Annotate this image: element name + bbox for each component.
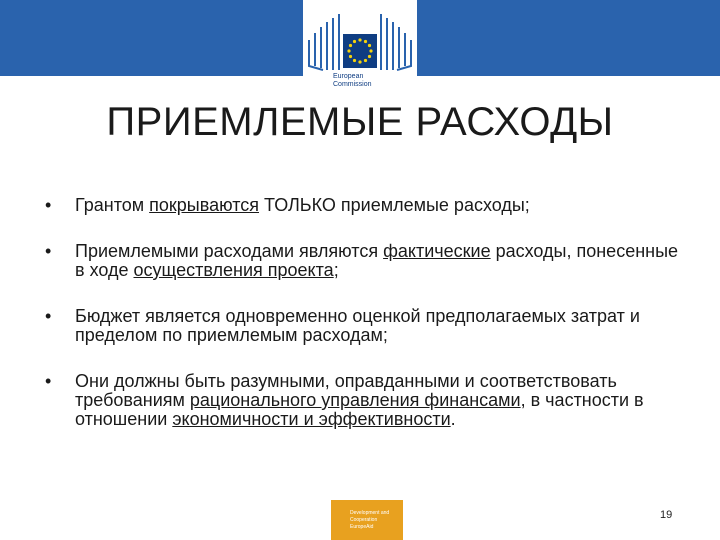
bullet-item bbox=[45, 307, 685, 345]
bullet-text-segment: Они должны быть разумными, оправданными и соответствовать требованиям bbox=[75, 371, 617, 410]
bullet-text-segment: . bbox=[450, 409, 456, 429]
bullet-text-segment: Приемлемыми расходами являются bbox=[75, 241, 384, 261]
eu-star-icon bbox=[349, 44, 352, 47]
bullet-text-segment: фактические bbox=[383, 241, 491, 261]
page-number: 19 bbox=[660, 509, 673, 521]
footer-line-2: Cooperation bbox=[350, 517, 378, 523]
bullet-list bbox=[45, 196, 685, 429]
commission-building-logo-icon bbox=[303, 0, 417, 106]
bullet-text-segment: Грантом bbox=[75, 195, 150, 215]
eu-star-icon bbox=[364, 59, 367, 62]
bullet-dot: • bbox=[45, 306, 52, 326]
footer-badge-text bbox=[350, 510, 410, 531]
bullet-text-segment: Бюджет является одновременно оценкой предполагаемых затрат и пределом по приемлемым расходам; bbox=[75, 306, 640, 345]
bullet-item bbox=[45, 196, 685, 215]
footer-line-1: Development and bbox=[350, 510, 390, 516]
eu-star-icon bbox=[358, 38, 361, 41]
eu-star-icon bbox=[368, 44, 371, 47]
eu-star-icon bbox=[353, 40, 356, 43]
eu-star-icon bbox=[364, 40, 367, 43]
bullet-text-segment: экономичности и эффективности bbox=[172, 409, 451, 429]
bullet-text-segment: ; bbox=[333, 260, 339, 280]
bullet-text-segment: осуществления проекта bbox=[133, 260, 334, 280]
footer-line-3: EuropeAid bbox=[350, 524, 374, 530]
bullet-item bbox=[45, 242, 685, 280]
bullet-dot: • bbox=[45, 195, 52, 215]
logo-line-2: Commission bbox=[333, 81, 372, 88]
logo-line-1: European bbox=[333, 73, 364, 80]
page-title: ПРИЕМЛЕМЫЕ РАСХОДЫ bbox=[106, 100, 614, 144]
bullet-text-segment: рационального управления финансами bbox=[189, 390, 521, 410]
eu-star-icon bbox=[368, 55, 371, 58]
eu-star-icon bbox=[349, 55, 352, 58]
eu-star-icon bbox=[358, 60, 361, 63]
bullet-text-segment: расходы, понесенные в ходе bbox=[75, 241, 679, 280]
logo-caption bbox=[333, 73, 403, 89]
bullet-item bbox=[45, 372, 685, 429]
bullet-dot: • bbox=[45, 241, 52, 261]
european-commission-logo bbox=[303, 0, 417, 106]
eu-star-icon bbox=[347, 49, 350, 52]
bullet-text-segment: ТОЛЬКО приемлемые расходы; bbox=[259, 195, 530, 215]
eu-star-icon bbox=[353, 59, 356, 62]
eu-star-icon bbox=[369, 49, 372, 52]
bullet-text-segment: покрываются bbox=[149, 195, 259, 215]
bullet-dot: • bbox=[45, 371, 52, 391]
bullet-text-segment: , в частности в отношении bbox=[75, 390, 644, 429]
